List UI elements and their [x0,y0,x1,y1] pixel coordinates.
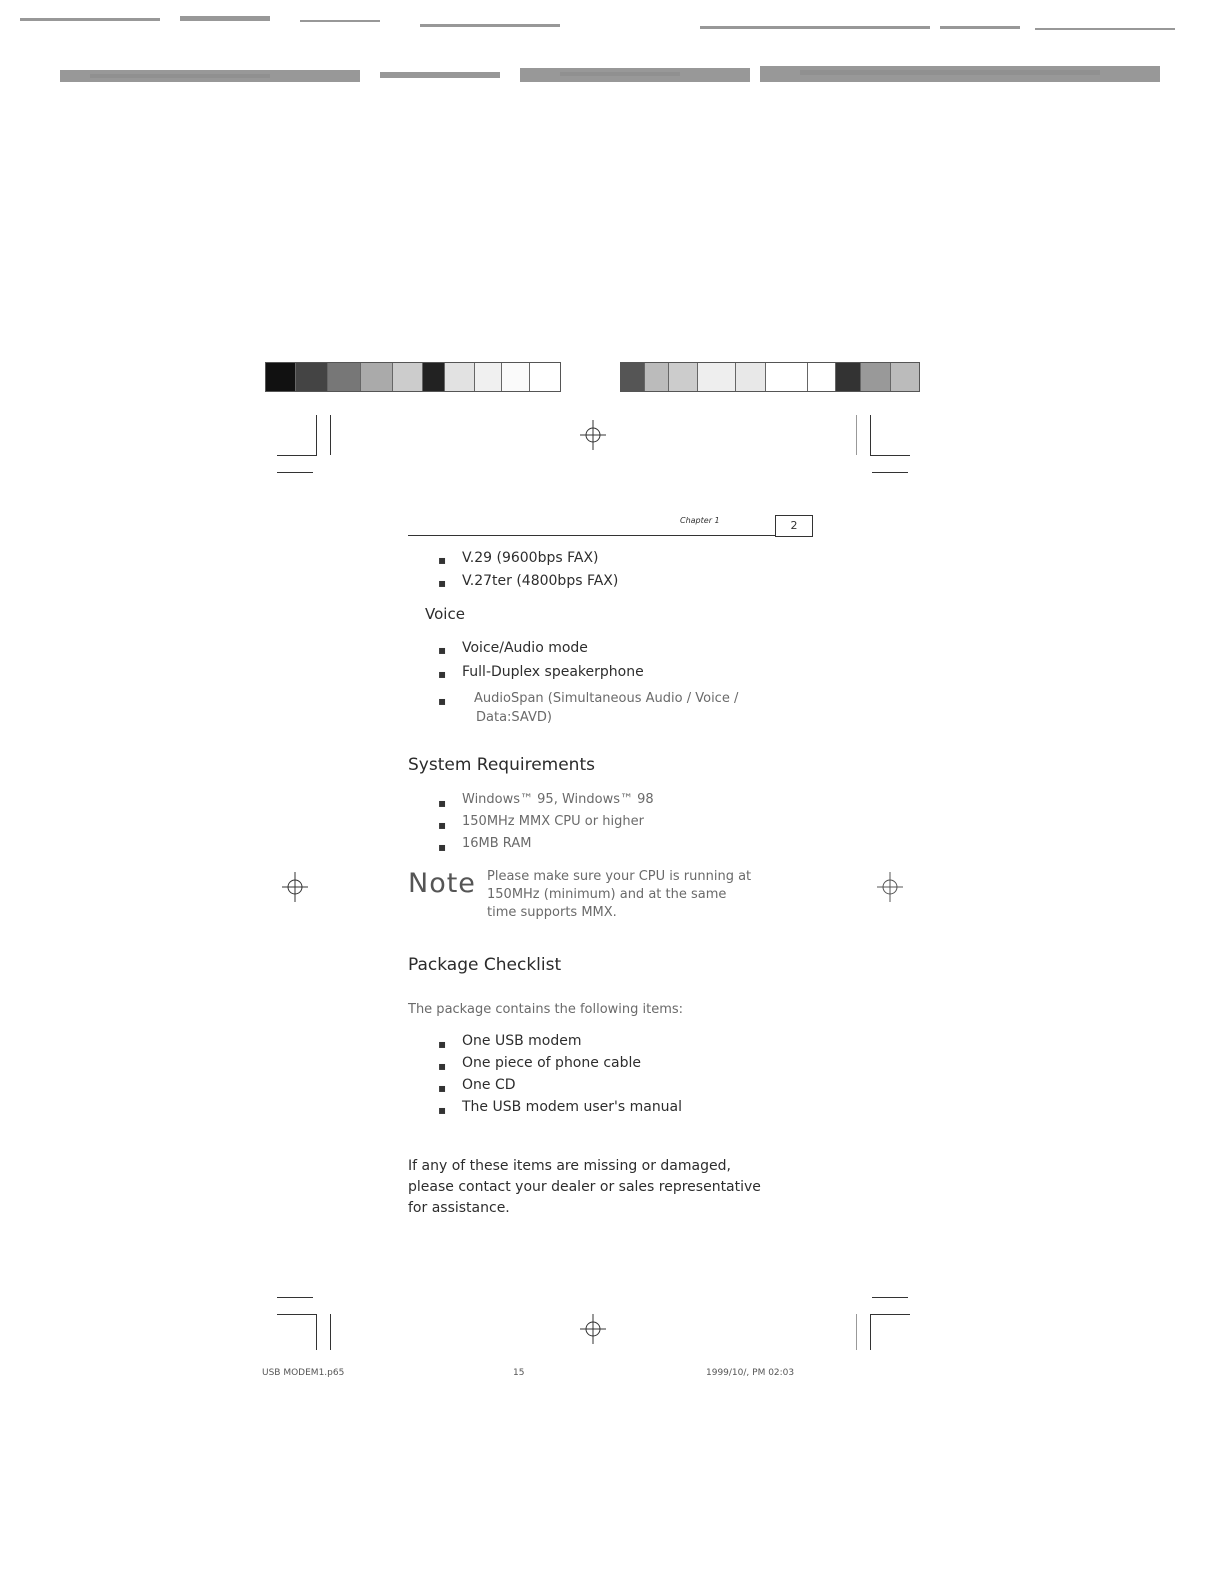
color-bar-left [265,362,561,392]
crop-mark [870,455,910,456]
package-checklist-heading: Package Checklist [408,955,562,975]
bullet-icon: ▪ [438,840,447,854]
crop-mark [330,1314,331,1350]
list-item-continuation: Data:SAVD) [476,710,552,725]
closing-paragraph [408,1156,788,1219]
list-item: One CD [462,1077,516,1093]
note-line: Please make sure your CPU is running at [487,869,752,884]
bullet-icon: ▪ [438,576,447,590]
paragraph-line: please contact your dealer or sales representative [408,1179,761,1195]
page-number: 2 [775,515,813,537]
bullet-icon: ▪ [438,667,447,681]
crop-mark [856,1314,857,1350]
crop-mark [872,1297,908,1298]
note-line: 150MHz (minimum) and at the same [487,887,727,902]
crop-mark [316,415,317,455]
crop-mark [330,415,331,455]
list-item: The USB modem user's manual [462,1099,683,1115]
crop-mark [870,415,871,455]
crop-mark [856,415,857,455]
chapter-label: Chapter 1 [680,516,720,525]
crop-mark [277,1314,317,1315]
footer-file-name: USB MODEM1.p65 [262,1368,345,1378]
list-item: V.29 (9600bps FAX) [462,550,599,566]
list-item: Windows™ 95, Windows™ 98 [462,792,654,807]
note-label: Note [408,868,476,899]
list-item: Full-Duplex speakerphone [462,664,644,680]
footer-timestamp: 1999/10/, PM 02:03 [706,1368,795,1378]
bullet-icon: ▪ [438,694,447,708]
registration-target-icon [875,870,905,906]
header-rule [408,535,776,536]
bullet-icon: ▪ [438,796,447,810]
bullet-icon: ▪ [438,643,447,657]
system-requirements-heading: System Requirements [408,755,595,775]
list-item: Voice/Audio mode [462,640,588,656]
color-bar-right [620,362,920,392]
list-item: One piece of phone cable [462,1055,641,1071]
paragraph-line: for assistance. [408,1200,510,1216]
crop-mark [870,1314,910,1315]
crop-mark [277,455,317,456]
bullet-icon: ▪ [438,1059,447,1073]
bullet-icon: ▪ [438,1037,447,1051]
scan-noise-top [0,0,1224,110]
registration-target-icon [578,1312,608,1348]
paragraph-line: If any of these items are missing or damaged, [408,1158,731,1174]
checklist-intro: The package contains the following items: [408,1002,684,1017]
registration-target-icon [280,870,310,906]
voice-heading: Voice [425,605,465,623]
list-item: V.27ter (4800bps FAX) [462,573,619,589]
footer-sheet-number: 15 [513,1368,525,1378]
crop-mark [872,472,908,473]
crop-mark [316,1314,317,1350]
crop-mark [277,472,313,473]
crop-mark [277,1297,313,1298]
list-item: One USB modem [462,1033,582,1049]
note-text [487,868,787,922]
list-item: 16MB RAM [462,836,532,851]
bullet-icon: ▪ [438,1103,447,1117]
list-item: AudioSpan (Simultaneous Audio / Voice / [474,691,739,706]
bullet-icon: ▪ [438,1081,447,1095]
bullet-icon: ▪ [438,553,447,567]
registration-target-icon [578,418,608,454]
bullet-icon: ▪ [438,818,447,832]
list-item: 150MHz MMX CPU or higher [462,814,644,829]
note-line: time supports MMX. [487,905,617,920]
crop-mark [870,1314,871,1350]
